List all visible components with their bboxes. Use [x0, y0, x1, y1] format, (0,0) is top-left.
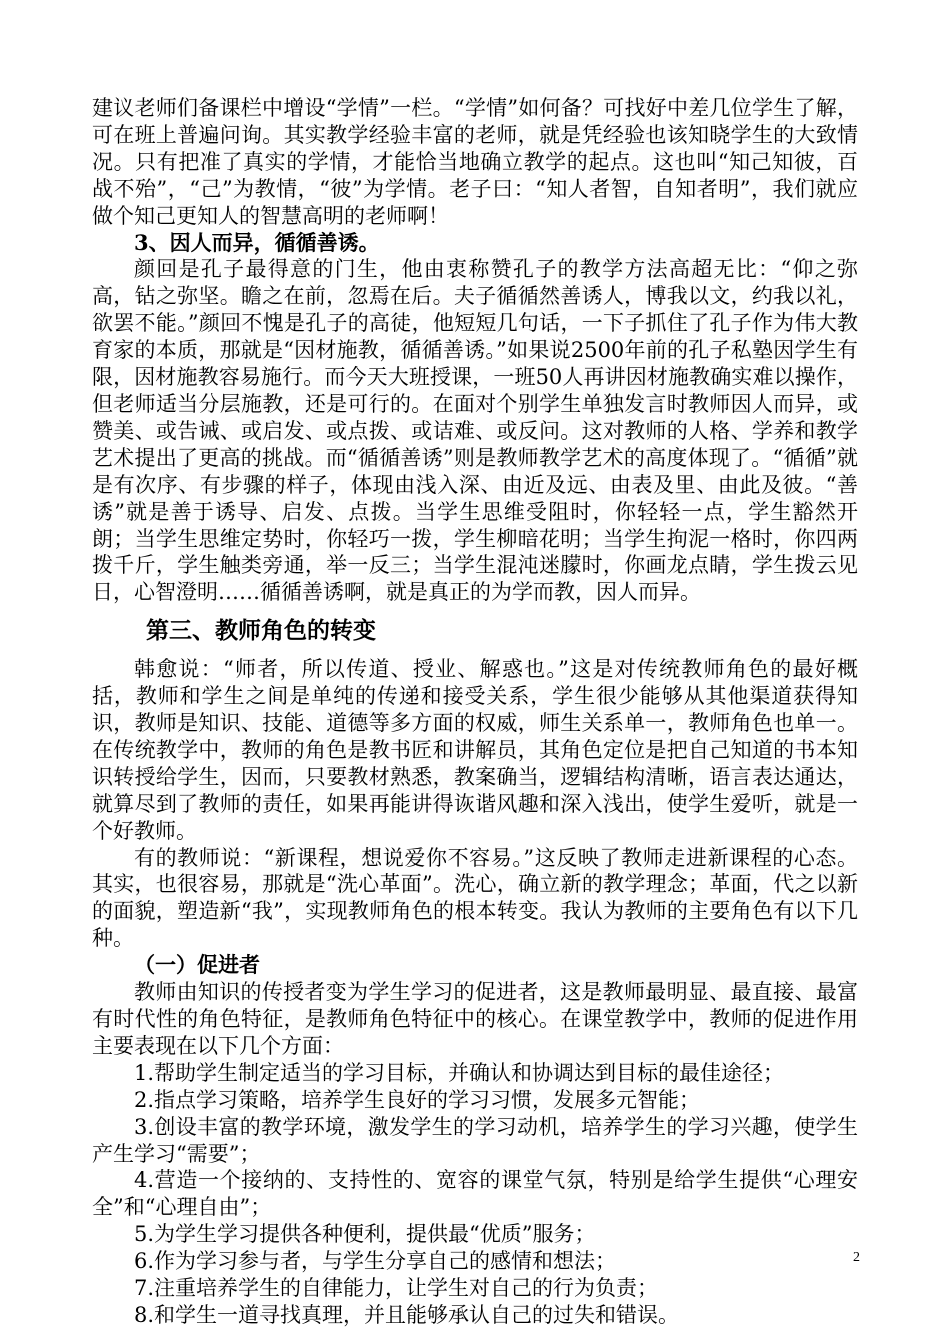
subheading-promoter: （一）促进者: [134, 952, 260, 978]
paragraph-promoter-intro: 教师由知识的传授者变为学生学习的促进者，这是教师最明显、最直接、最富有时代性的角色特征，是教师角色特征中的核心。在课堂教学中，教师的促进作用主要表现在以下几个方面：: [92, 980, 858, 1058]
list-item: 8.和学生一道寻找真理，并且能够承认自己的过失和错误。: [134, 1302, 680, 1327]
section-heading-teacher-role: 第三、教师角色的转变: [146, 618, 376, 645]
paragraph-yan-hui: 颜回是孔子最得意的门生，他由衷称赞孔子的教学方法高超无比：“仰之弥高，钻之弥坚。瞻之在前，忽焉在后。夫子循循然善诱人，博我以文，约我以礼，欲罢不能。”颜回不愧是孔子的高徒，他短短几句话，一下子抓住了孔子作为伟大教育家的本质，那就是“因材施教，循循善诱。”如果说2500年前的孔子私塾因学生有限，因材施教容易施行。而今天大班授课，一班50人再讲因材施教确实难以操作，但老师适当分层施教，还是可行的。在面对个别学生单独发言时教师因人而异，或赞美、或告诫、或启发、或点拨、或诘难、或反问。这对教师的人格、学养和教学艺术提出了更高的挑战。而“循循善诱”则是教师教学艺术的高度体现了。“循循”就是有次序、有步骤的样子，体现由浅入深、由近及远、由表及里、由此及彼。“善诱”就是善于诱导、启发、点拨。当学生思维受阻时，你轻轻一点，学生豁然开朗；当学生思维定势时，你轻巧一拨，学生柳暗花明；当学生拘泥一格时，你四两拨千斤，学生触类旁通，举一反三；当学生混沌迷朦时，你画龙点睛，学生拨云见日，心智澄明……循循善诱啊，就是真正的为学而教，因人而异。: [92, 257, 858, 605]
paragraph-new-curriculum: 有的教师说：“新课程，想说爱你不容易。”这反映了教师走进新课程的心态。其实，也很容易，那就是“洗心革面”。洗心，确立新的教学理念；革面，代之以新的面貌，塑造新“我”，实现教师角色的根本转变。我认为教师的主要角色有以下几种。: [92, 845, 858, 951]
list-item: 4.营造一个接纳的、支持性的、宽容的课堂气氛，特别是给学生提供“心理安全”和“心理自由”；: [92, 1168, 858, 1220]
list-item: 3.创设丰富的教学环境，激发学生的学习动机，培养学生的学习兴趣，使学生产生学习“需要”；: [92, 1114, 858, 1166]
list-item: 6.作为学习参与者，与学生分享自己的感情和想法；: [134, 1249, 617, 1274]
list-item: 2.指点学习策略，培养学生良好的学习习惯，发展多元智能；: [134, 1087, 701, 1112]
subheading-teach-by-aptitude: 3、因人而异，循循善诱。: [134, 229, 380, 255]
paragraph-han-yu: 韩愈说：“师者，所以传道、授业、解惑也。”这是对传统教师角色的最好概括，教师和学生之间是单纯的传递和接受关系，学生很少能够从其他渠道获得知识，教师是知识、技能、道德等多方面的权威，师生关系单一，教师角色也单一。在传统教学中，教师的角色是教书匠和讲解员，其角色定位是把自己知道的书本知识转授给学生，因而，只要教材熟悉，教案确当，逻辑结构清晰，语言表达通达，就算尽到了教师的责任，如果再能讲得诙谐风趣和深入浅出，使学生爱听，就是一个好教师。: [92, 657, 858, 843]
paragraph-learning-situation: 建议老师们备课栏中增设“学情”一栏。“学情”如何备？可找好中差几位学生了解，可在班上普遍问询。其实教学经验丰富的老师，就是凭经验也该知晓学生的大致情况。只有把准了真实的学情，才能恰当地确立教学的起点。这也叫“知己知彼，百战不殆”，“己”为教情，“彼”为学情。老子曰：“知人者智，自知者明”，我们就应做个知己更知人的智慧高明的老师啊！: [92, 96, 858, 228]
page-number: 2: [853, 1250, 860, 1265]
list-item: 7.注重培养学生的自律能力，让学生对自己的行为负责；: [134, 1276, 659, 1301]
list-item: 1.帮助学生制定适当的学习目标，并确认和协调达到目标的最佳途径；: [134, 1060, 785, 1085]
list-item: 5.为学生学习提供各种便利，提供最“优质”服务；: [134, 1222, 596, 1247]
document-body: [92, 95, 858, 1329]
